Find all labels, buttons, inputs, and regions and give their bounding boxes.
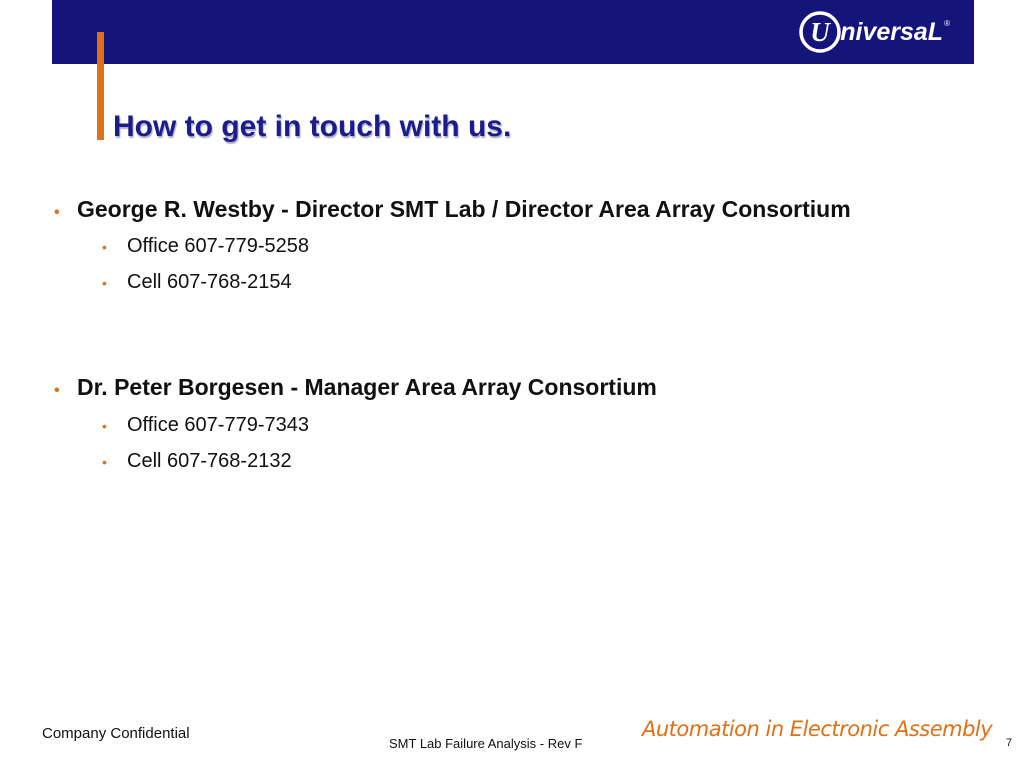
contact-phone-text: Office 607-779-7343 xyxy=(127,414,309,436)
page-title: How to get in touch with us. xyxy=(113,110,512,143)
footer-presentation-title: SMT Lab Failure Analysis - Rev F xyxy=(389,736,583,751)
bullet-icon: • xyxy=(54,204,60,221)
header-band xyxy=(52,0,974,64)
contact-name-title: George R. Westby - Director SMT Lab / Director Area Array Consortium xyxy=(77,196,851,222)
logo-ring-icon xyxy=(798,10,842,54)
page-number: 7 xyxy=(1006,737,1013,749)
contact-phone-line xyxy=(54,414,309,437)
contact-phone-line xyxy=(54,450,292,473)
contact-heading xyxy=(54,196,851,223)
contact-phone-text: Cell 607-768-2132 xyxy=(127,450,292,472)
bullet-icon: • xyxy=(102,239,107,255)
bullet-icon: • xyxy=(102,454,107,470)
footer-confidential: Company Confidential xyxy=(42,725,190,742)
bullet-icon: • xyxy=(102,275,107,291)
contact-phone-line xyxy=(54,235,309,258)
contact-heading xyxy=(54,374,657,401)
logo-wordmark: niversaL xyxy=(840,17,944,46)
contact-name-title: Dr. Peter Borgesen - Manager Area Array Consortium xyxy=(77,374,657,400)
svg-text:U: U xyxy=(810,17,830,47)
company-logo xyxy=(798,9,950,55)
bullet-icon: • xyxy=(54,382,60,399)
logo-registered-mark: ® xyxy=(944,19,950,28)
footer-tagline: Automation in Electronic Assembly xyxy=(642,717,993,741)
contact-phone-text: Office 607-779-5258 xyxy=(127,235,309,257)
contact-phone-text: Cell 607-768-2154 xyxy=(127,271,292,293)
contact-phone-line xyxy=(54,271,292,294)
bullet-icon: • xyxy=(102,418,107,434)
title-accent-bar xyxy=(97,32,104,140)
